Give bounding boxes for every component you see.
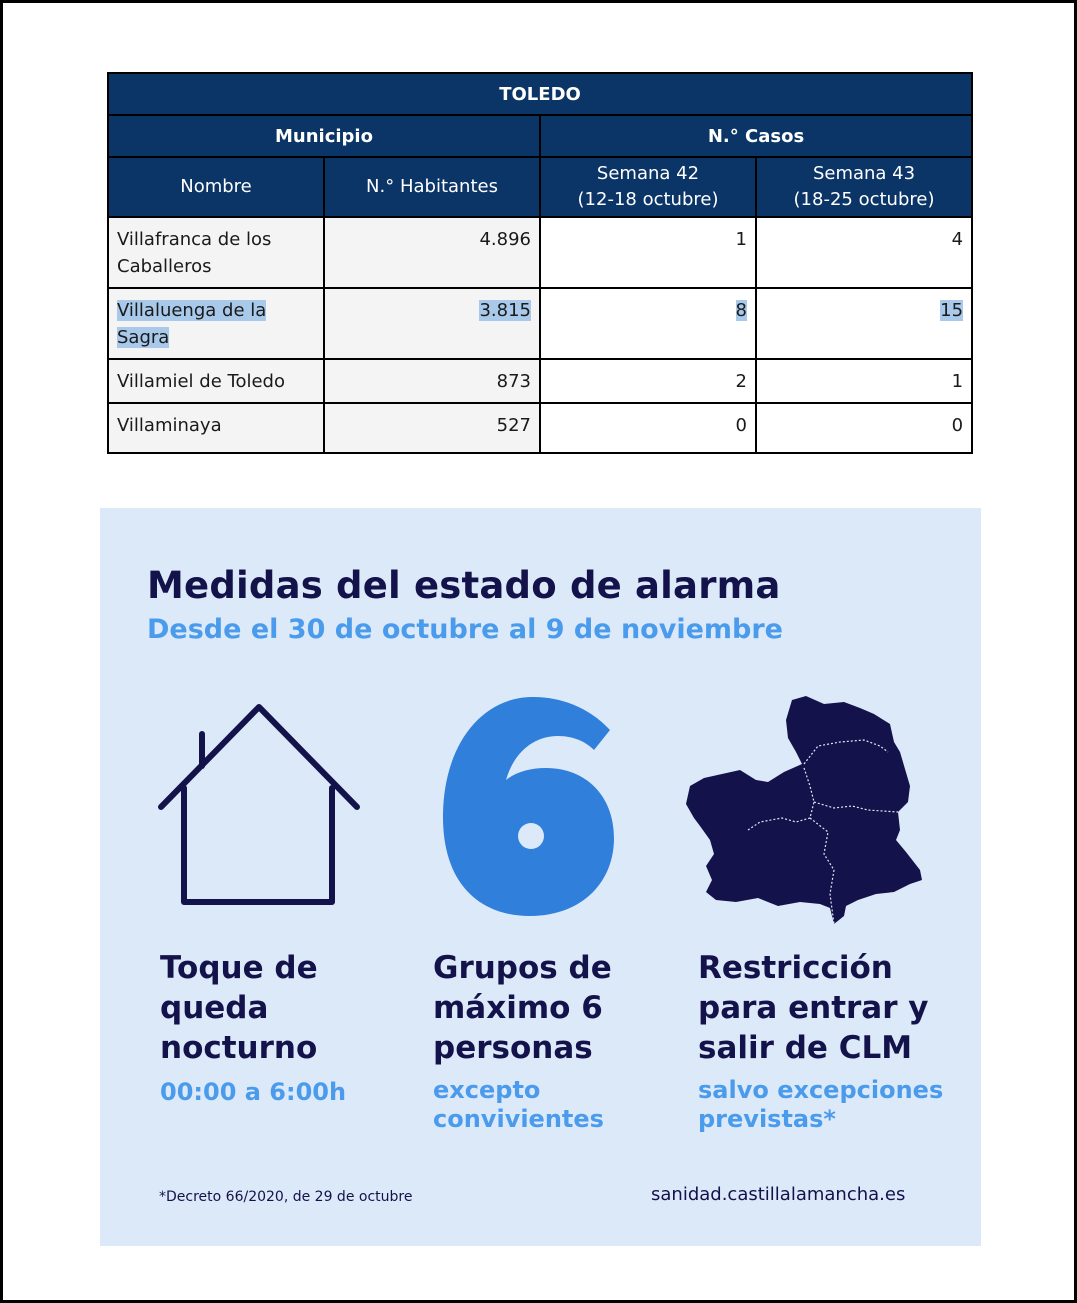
decree-footnote: *Decreto 66/2020, de 29 de octubre [159,1189,413,1205]
cell-habitantes[interactable]: 4.896 [324,217,540,288]
header-semana-42 [540,157,756,217]
header-casos: N.° Casos [540,115,972,157]
cell-semana-43[interactable]: 1 [756,359,972,403]
cell-habitantes[interactable]: 873 [324,359,540,403]
cell-semana-42[interactable] [540,288,756,359]
cell-habitantes[interactable]: 527 [324,403,540,453]
nombre-line2: Sagra [117,327,170,348]
semana-43-value: 15 [940,300,964,321]
nombre-line1: Villaluenga de la [117,300,267,321]
table-row[interactable] [108,217,972,288]
cell-nombre[interactable] [108,288,324,359]
cell-semana-42[interactable]: 2 [540,359,756,403]
restriction-title: Restricción para entrar y salir de CLM [698,950,929,1066]
table-title: TOLEDO [108,73,972,115]
curfew-title: Toque de queda nocturno [160,950,318,1066]
header-habitantes: N.° Habitantes [324,157,540,217]
header-semana-42-line1: Semana 42 [596,163,700,184]
table-row-selected[interactable] [108,288,972,359]
alarm-measures-infographic [100,508,981,1246]
nombre-line2: Caballeros [117,256,212,277]
semana-42-value: 8 [735,300,747,321]
table-row[interactable] [108,359,972,403]
restriction-exception: salvo excepciones previstas* [698,1076,944,1133]
header-municipio: Municipio [108,115,540,157]
cell-nombre[interactable]: Villamiel de Toledo [108,359,324,403]
house-icon [158,704,360,910]
cell-habitantes[interactable] [324,288,540,359]
website-link[interactable]: sanidad.castillalamancha.es [651,1184,906,1205]
cases-table [107,72,973,454]
header-semana-43-line1: Semana 43 [812,163,916,184]
infographic-title: Medidas del estado de alarma [147,564,781,607]
cell-semana-43[interactable]: 4 [756,217,972,288]
cell-semana-43[interactable]: 0 [756,403,972,453]
table-row[interactable] [108,403,972,453]
habitantes-value: 3.815 [479,300,531,321]
cell-semana-42[interactable]: 1 [540,217,756,288]
curfew-hours: 00:00 a 6:00h [160,1078,347,1106]
header-semana-43-line2: (18-25 octubre) [793,189,935,210]
header-semana-42-line2: (12-18 octubre) [577,189,719,210]
cell-semana-43[interactable] [756,288,972,359]
cases-table-container [107,72,975,436]
groups-title: Grupos de máximo 6 personas [433,950,612,1066]
clm-map-icon [684,694,928,930]
cell-semana-42[interactable]: 0 [540,403,756,453]
infographic-subtitle: Desde el 30 de octubre al 9 de noviembre [147,614,783,645]
header-nombre: Nombre [108,157,324,217]
nombre-line1: Villafranca de los [117,229,272,250]
header-semana-43 [756,157,972,217]
groups-exception: excepto convivientes [433,1076,604,1133]
cell-nombre[interactable] [108,217,324,288]
number-six-icon [434,692,624,922]
cell-nombre[interactable]: Villaminaya [108,403,324,453]
